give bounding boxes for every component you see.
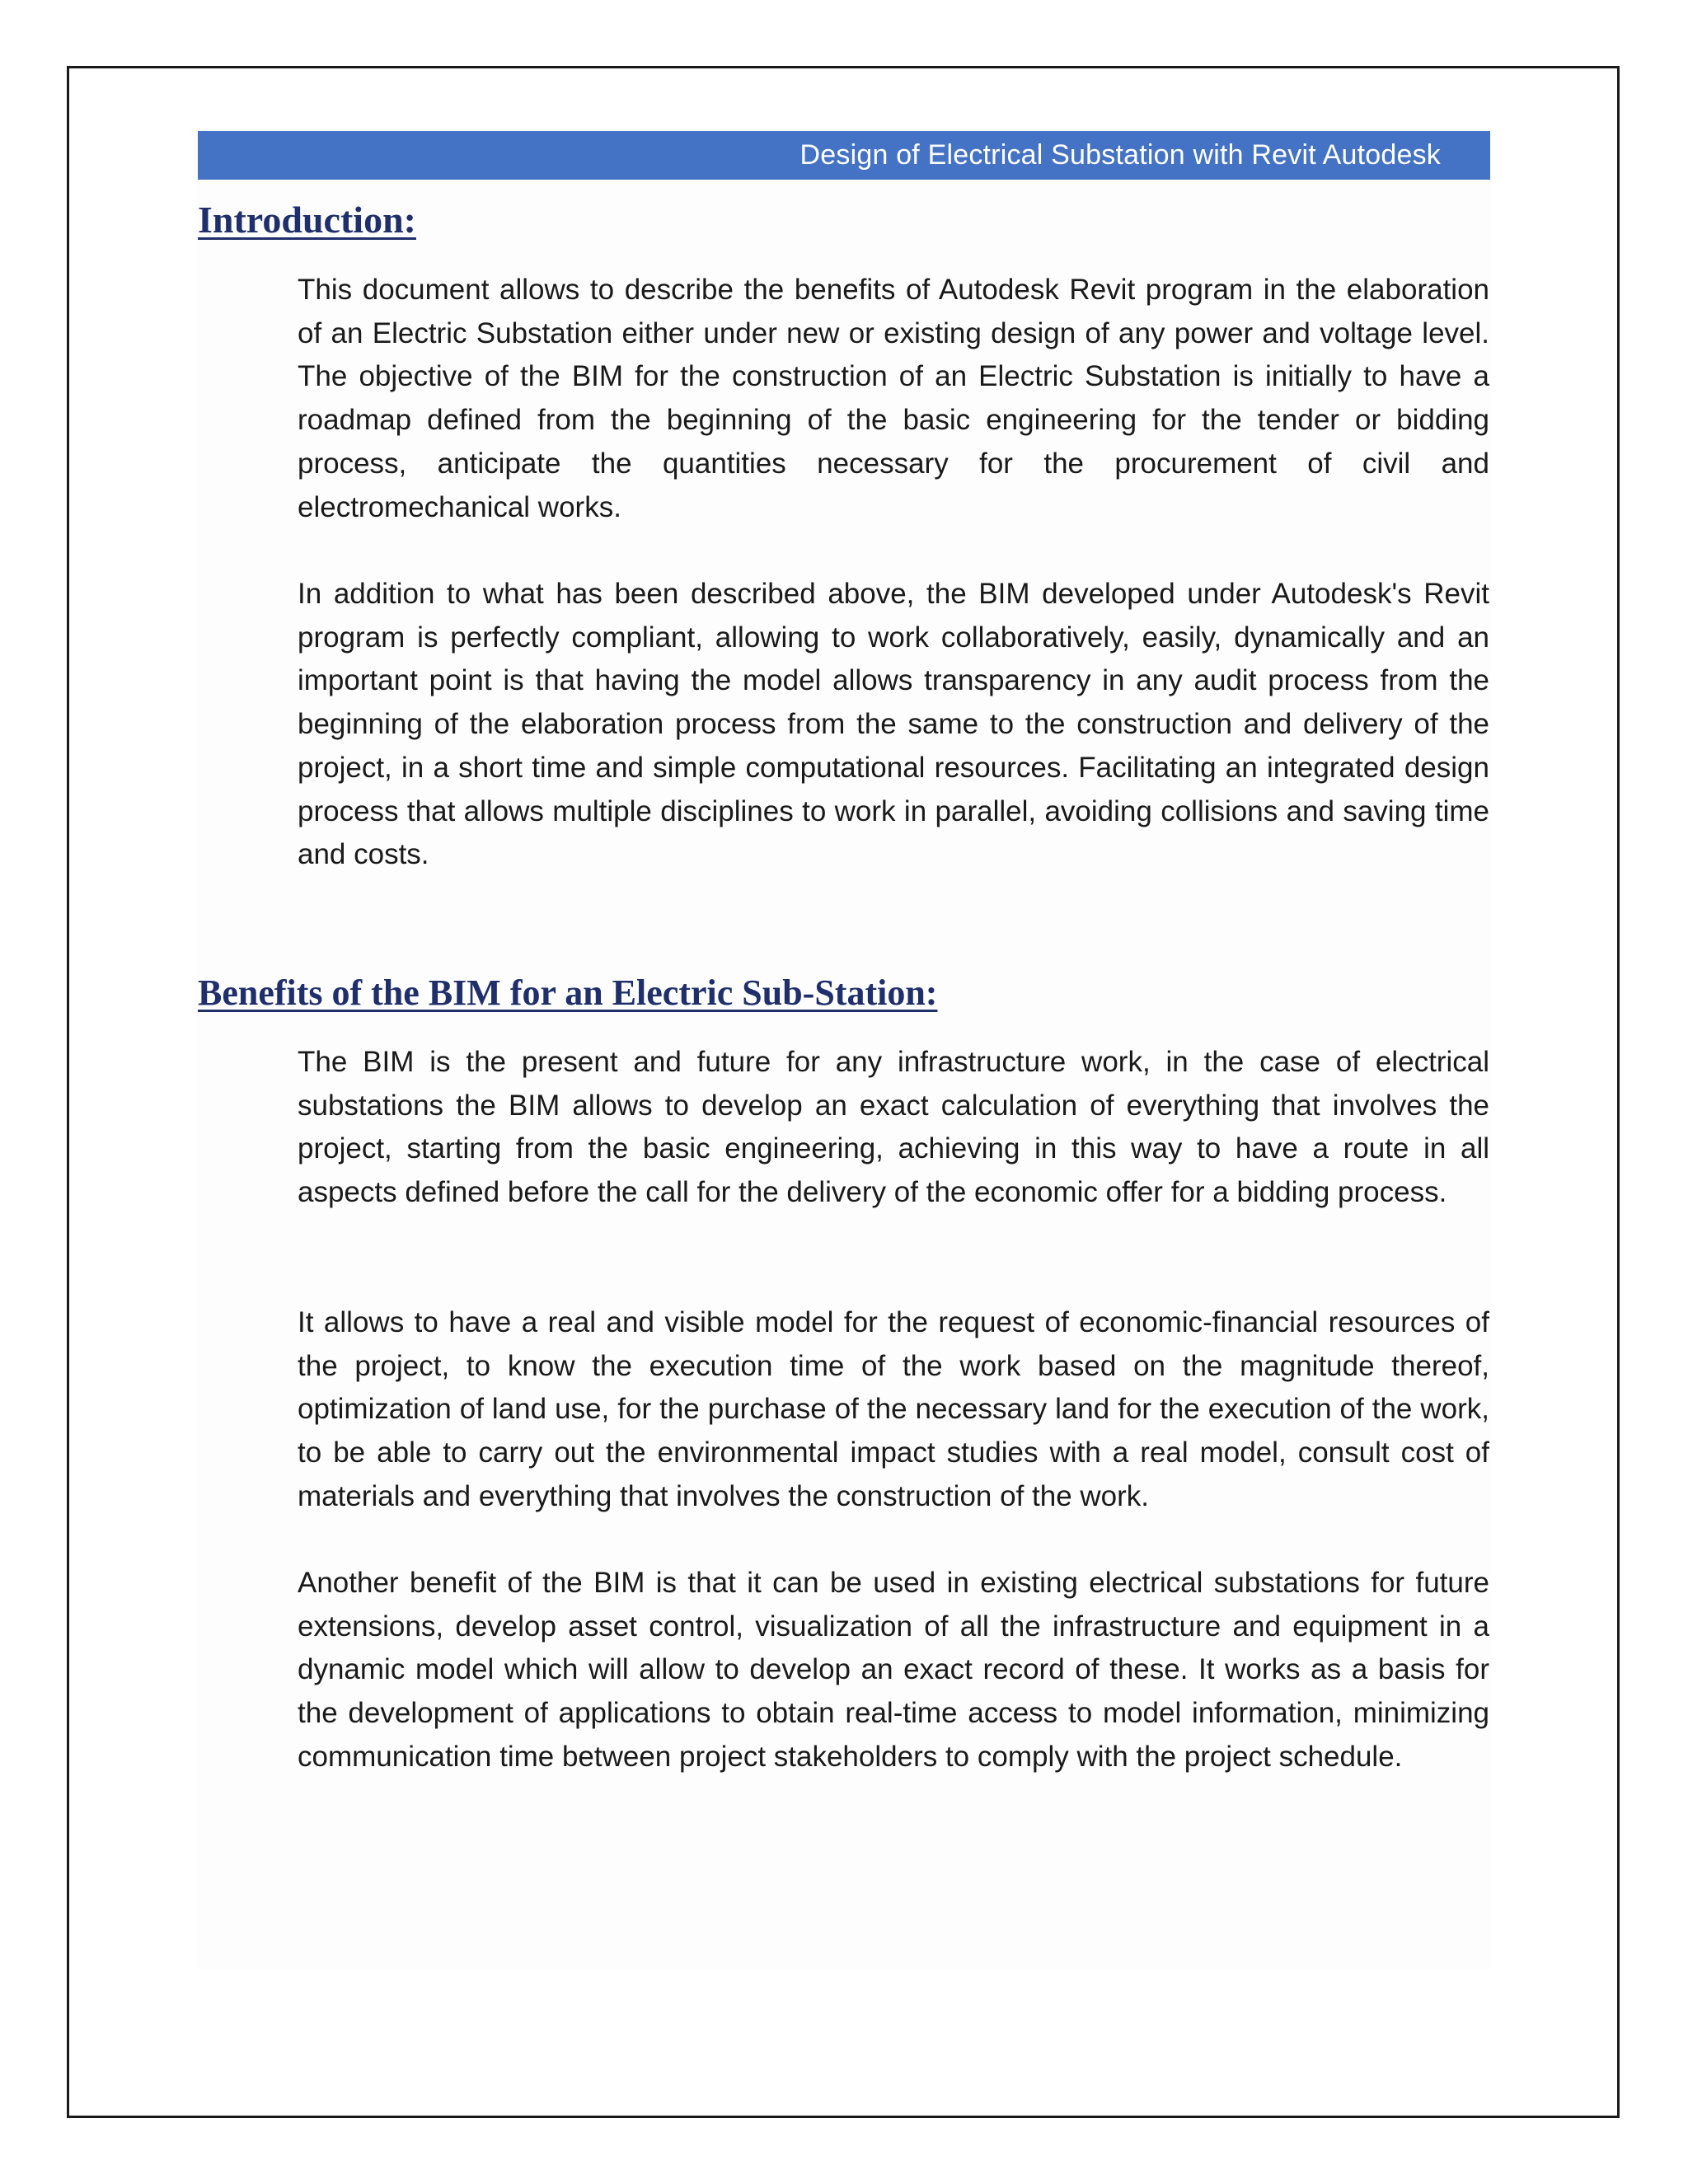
benefits-paragraph: It allows to have a real and visible model for the request of economic-financial resources of the project, to know the execution time of the work based on the magnitude thereof, optimization of land use, for the purchase of the necessary land for the execution of the work, to be able to carry out the environmental impact studies with a real model, consult cost of materials and everything that involves the construction of the work. xyxy=(298,1306,1489,1512)
running-header xyxy=(198,131,1490,180)
benefits-paragraph: Another benefit of the BIM is that it can be used in existing electrical substations for future extensions, develop asset control, visualization of all the infrastructure and equipment in a dynamic model which will allow to develop an exact record of these. It works as a basis for the development of applications to obtain real-time access to model information, minimizing communication time between project stakeholders to comply with the project schedule. xyxy=(298,1567,1489,1773)
benefits-paragraph: The BIM is the present and future for any infrastructure work, in the case of electrical substations the BIM allows to develop an exact calculation of everything that involves the project, starting from the basic engineering, achieving in this way to have a route in all aspects defined before the call for the delivery of the economic offer for a bidding process. xyxy=(298,1046,1489,1209)
header-title: Design of Electrical Substation with Revit Autodesk xyxy=(799,139,1441,171)
introduction-paragraph: In addition to what has been described above, the BIM developed under Autodesk's Revit program is perfectly compliant, allowing to work collaboratively, easily, dynamically and an important point is that having the model allows transparency in any audit process from the beginning of the elaboration process from the same to the construction and delivery of the project, in a short time and simple computational resources. Facilitating an integrated design process that allows multiple disciplines to work in parallel, avoiding collisions and saving time and costs. xyxy=(298,578,1489,871)
introduction-paragraph: This document allows to describe the benefits of Autodesk Revit program in the elaboration of an Electric Substation either under new or existing design of any power and voltage level. The objective of the BIM for the construction of an Electric Substation is initially to have a roadmap defined from the beginning of the basic engineering for the tender or bidding process, anticipate the quantities necessary for the procurement of civil and electromechanical works. xyxy=(298,274,1489,523)
benefits-heading: Benefits of the BIM for an Electric Sub-Station: xyxy=(198,972,938,1013)
introduction-heading: Introduction: xyxy=(198,199,416,241)
